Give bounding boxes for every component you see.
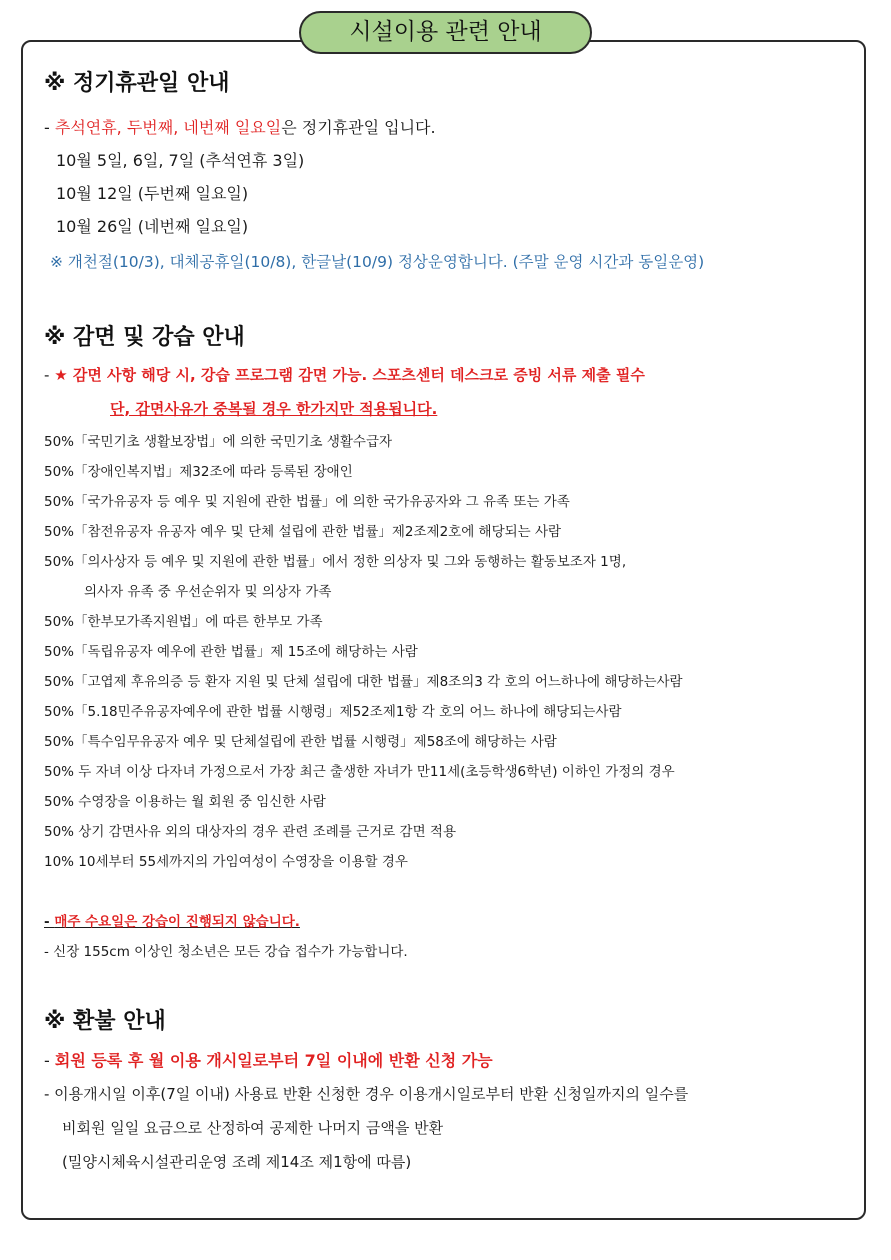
notice-dash: - [44,366,55,384]
holiday-operation-note: ※ 개천절(10/3), 대체공휴일(10/8), 한글날(10/9) 정상운영합니다. (주말 운영 시간과 동일운영) [50,253,705,271]
discount-item-5-cont: 의사자 유족 중 우선순위자 및 의상자 가족 [84,584,332,600]
discount-notice-red: ★ 감면 사항 해당 시, 강습 프로그램 감면 가능. 스포츠센터 데스크로 증빙 서류 제출 필수 [54,366,645,384]
discount-item-9: 50%「5.18민주유공자예우에 관한 법률 시행령」제52조제1항 각 호의 어느 하나에 해당되는사람 [44,704,622,720]
discount-heading: ※ 감면 및 강습 안내 [44,325,245,350]
page-title: 시설이용 관련 안내 [299,11,592,54]
discount-item-11: 50% 두 자녀 이상 다자녀 가정으로서 가장 최근 출생한 자녀가 만11세(초등학생6학년) 이하인 가정의 경우 [44,764,675,780]
wednesday-dash: - [44,914,55,930]
refund-rule [44,1048,493,1071]
discount-item-5: 50%「의사상자 등 예우 및 지원에 관한 법률」에서 정한 의상자 및 그와 동행하는 활동보조자 1명, [44,554,627,570]
discount-item-2: 50%「장애인복지법」제32조에 따라 등록된 장애인 [44,464,353,480]
discount-item-4: 50%「참전유공자 유공자 예우 및 단체 설립에 관한 법률」제2조제2호에 해당되는 사람 [44,524,562,540]
closed-date-1: 10월 5일, 6일, 7일 (추석연휴 3일) [56,151,305,170]
closed-date-2: 10월 12일 (두번째 일요일) [56,184,249,203]
closed-days-intro [44,115,436,138]
refund-detail-3: (밀양시체육시설관리운영 조례 제14조 제1항에 따름) [62,1153,412,1171]
discount-item-7: 50%「독립유공자 예우에 관한 법률」제 15조에 해당하는 사람 [44,644,418,660]
discount-notice [44,364,645,385]
wednesday-notice [44,910,300,930]
discount-item-14: 10% 10세부터 55세까지의 가임여성이 수영장을 이용할 경우 [44,854,408,870]
refund-dash: - [44,1051,55,1070]
closed-date-3: 10월 26일 (네번째 일요일) [56,217,249,236]
intro-dash: - [44,118,55,137]
discount-item-6: 50%「한부모가족지원법」에 따른 한부모 가족 [44,614,323,630]
closed-days-heading: ※ 정기휴관일 안내 [44,71,230,96]
discount-item-13: 50% 상기 감면사유 외의 대상자의 경우 관련 조례를 근거로 감면 적용 [44,824,456,840]
discount-item-1: 50%「국민기초 생활보장법」에 의한 국민기초 생활수급자 [44,434,393,450]
discount-item-3: 50%「국가유공자 등 예우 및 지원에 관한 법률」에 의한 국가유공자와 그 유족 또는 가족 [44,494,570,510]
refund-rule-red: 회원 등록 후 월 이용 개시일로부터 7일 이내에 반환 신청 가능 [54,1051,493,1070]
closed-days-rest-text: 은 정기휴관일 입니다. [281,118,436,137]
refund-detail-1: - 이용개시일 이후(7일 이내) 사용료 반환 신청한 경우 이용개시일로부터 반환 신청일까지의 일수를 [44,1085,689,1103]
height-notice: - 신장 155cm 이상인 청소년은 모든 강습 접수가 가능합니다. [44,944,408,960]
discount-notice-sub: 단, 감면사유가 중복될 경우 한가지만 적용됩니다. [110,400,438,418]
discount-item-8: 50%「고엽제 후유의증 등 환자 지원 및 단체 설립에 대한 법률」제8조의3 각 호의 어느하나에 해당하는사람 [44,674,683,690]
refund-heading: ※ 환불 안내 [44,1009,166,1034]
wednesday-notice-red: 매주 수요일은 강습이 진행되지 않습니다. [54,914,300,930]
discount-item-10: 50%「특수임무유공자 예우 및 단체설립에 관한 법률 시행령」제58조에 해당하는 사람 [44,734,557,750]
refund-detail-2: 비회원 일일 요금으로 산정하여 공제한 나머지 금액을 반환 [62,1119,444,1137]
closed-days-red-text: 추석연휴, 두번째, 네번째 일요일 [54,118,282,137]
discount-item-12: 50% 수영장을 이용하는 월 회원 중 임신한 사람 [44,794,326,810]
